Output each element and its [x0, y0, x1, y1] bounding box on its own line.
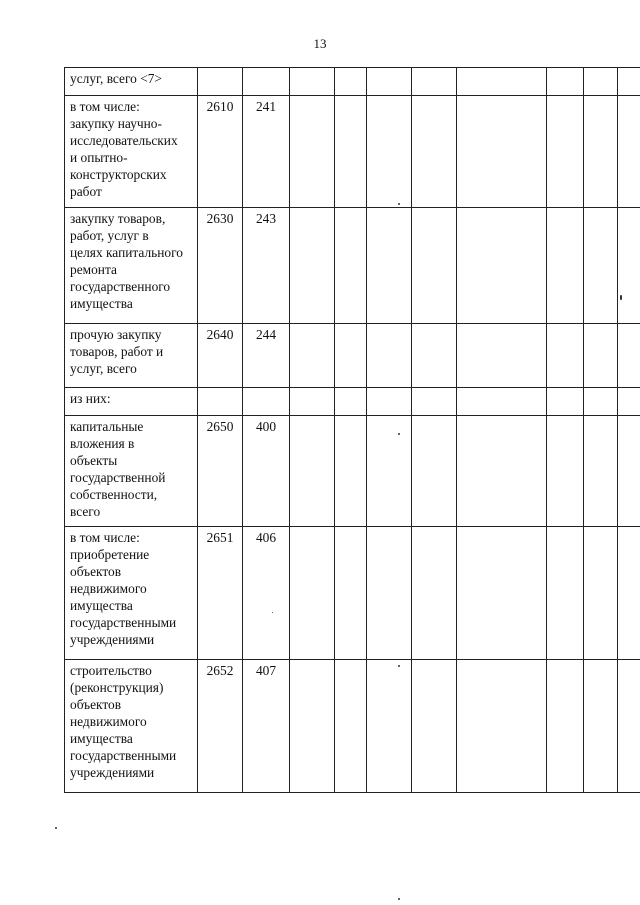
empty-value-cell [412, 68, 457, 96]
empty-value-cell [412, 324, 457, 388]
empty-value-cell [335, 416, 367, 527]
empty-value-cell [367, 660, 412, 793]
empty-value-cell [335, 324, 367, 388]
kbk-code-cell: 241 [243, 96, 290, 208]
empty-value-cell [584, 324, 618, 388]
scan-speck [398, 665, 400, 667]
empty-value-cell [547, 208, 584, 324]
empty-value-cell [584, 527, 618, 660]
empty-value-cell [412, 660, 457, 793]
empty-value-cell [367, 527, 412, 660]
table-row [65, 527, 640, 660]
table-row [65, 68, 640, 96]
row-label: закупку товаров, работ, услуг в целях капитального ремонта государственного имущества [65, 208, 198, 324]
line-code-cell [198, 388, 243, 416]
empty-value-cell [584, 68, 618, 96]
row-label: капитальные вложения в объекты государственной собственности, всего [65, 416, 198, 527]
empty-value-cell [584, 208, 618, 324]
kbk-code-cell: 407 [243, 660, 290, 793]
empty-value-cell [335, 660, 367, 793]
empty-value-cell [618, 660, 640, 793]
empty-value-cell [618, 96, 640, 208]
kbk-code-cell: 400 [243, 416, 290, 527]
empty-value-cell [547, 96, 584, 208]
empty-value-cell [547, 324, 584, 388]
empty-value-cell [584, 660, 618, 793]
empty-value-cell [412, 388, 457, 416]
empty-value-cell [335, 96, 367, 208]
empty-value-cell [457, 324, 547, 388]
empty-value-cell [618, 388, 640, 416]
table-row [65, 96, 640, 208]
empty-value-cell [547, 527, 584, 660]
empty-value-cell [290, 527, 335, 660]
kbk-code-cell [243, 68, 290, 96]
table-row [65, 388, 640, 416]
empty-value-cell [367, 388, 412, 416]
empty-value-cell [367, 68, 412, 96]
empty-value-cell [457, 416, 547, 527]
line-code-cell: 2640 [198, 324, 243, 388]
row-label: прочую закупку товаров, работ и услуг, всего [65, 324, 198, 388]
line-code-cell: 2650 [198, 416, 243, 527]
scan-speck [398, 203, 400, 205]
page-number: 13 [313, 36, 327, 51]
empty-value-cell [547, 660, 584, 793]
empty-value-cell [618, 208, 640, 324]
empty-value-cell [290, 324, 335, 388]
scan-speck [398, 433, 400, 435]
empty-value-cell [412, 96, 457, 208]
table-body [65, 68, 640, 793]
line-code-cell [198, 68, 243, 96]
kbk-code-cell: 406 [243, 527, 290, 660]
kbk-code-cell: 243 [243, 208, 290, 324]
empty-value-cell [547, 388, 584, 416]
empty-value-cell [290, 96, 335, 208]
empty-value-cell [584, 96, 618, 208]
row-label: услуг, всего <7> [65, 68, 198, 96]
empty-value-cell [290, 388, 335, 416]
empty-value-cell [367, 324, 412, 388]
scan-speck [272, 612, 273, 613]
scan-speck [398, 898, 400, 900]
empty-value-cell [457, 527, 547, 660]
empty-value-cell [335, 527, 367, 660]
row-label: из них: [65, 388, 198, 416]
empty-value-cell [457, 68, 547, 96]
empty-value-cell [457, 208, 547, 324]
empty-value-cell [412, 416, 457, 527]
empty-value-cell [618, 416, 640, 527]
financial-table [64, 67, 640, 793]
row-label: строительство (реконструкция) объектов недвижимого имущества государственными учреждениями [65, 660, 198, 793]
empty-value-cell [335, 68, 367, 96]
empty-value-cell [335, 388, 367, 416]
empty-value-cell [584, 388, 618, 416]
row-label: в том числе: приобретение объектов недвижимого имущества государственными учреждениями [65, 527, 198, 660]
empty-value-cell [618, 527, 640, 660]
empty-value-cell [457, 96, 547, 208]
empty-value-cell [290, 68, 335, 96]
empty-value-cell [457, 660, 547, 793]
empty-value-cell [367, 416, 412, 527]
empty-value-cell [412, 208, 457, 324]
line-code-cell: 2610 [198, 96, 243, 208]
empty-value-cell [290, 660, 335, 793]
scan-speck [55, 827, 57, 829]
kbk-code-cell: 244 [243, 324, 290, 388]
empty-value-cell [412, 527, 457, 660]
empty-value-cell [618, 68, 640, 96]
row-label: в том числе: закупку научно- исследовательских и опытно- конструкторских работ [65, 96, 198, 208]
empty-value-cell [335, 208, 367, 324]
empty-value-cell [547, 416, 584, 527]
table-row [65, 324, 640, 388]
scan-speck [620, 295, 622, 300]
table-row [65, 416, 640, 527]
table-row [65, 208, 640, 324]
line-code-cell: 2652 [198, 660, 243, 793]
line-code-cell: 2651 [198, 527, 243, 660]
empty-value-cell [547, 68, 584, 96]
empty-value-cell [290, 416, 335, 527]
empty-value-cell [367, 96, 412, 208]
empty-value-cell [618, 324, 640, 388]
empty-value-cell [457, 388, 547, 416]
empty-value-cell [367, 208, 412, 324]
line-code-cell: 2630 [198, 208, 243, 324]
table-row [65, 660, 640, 793]
empty-value-cell [290, 208, 335, 324]
empty-value-cell [584, 416, 618, 527]
kbk-code-cell [243, 388, 290, 416]
